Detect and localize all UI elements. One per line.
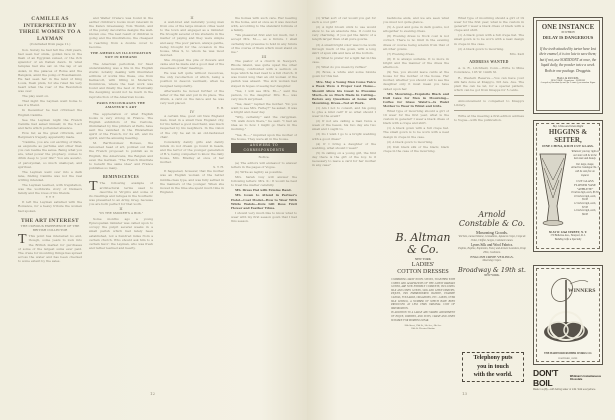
article-subheading: (Concluded from page 11.) — [29, 42, 71, 46]
paragraph-text: The following example of architectural terms used to describe in Virgin's and some of its dwellings and refuges in the Southern: was presented to an Army, Greg, because you are both perfect for that work. — [89, 181, 153, 206]
ad-size: 12 inches high, each, $7.00 — [574, 201, 596, 209]
altman-city: NEW YORK — [415, 257, 431, 261]
right-column-2 — [383, 16, 449, 202]
paragraph: "Yes, I will see Mrs. Bl---," said the parson, to the daughter. Mrs. B---- was very much surprised. — [231, 88, 297, 101]
divider — [454, 95, 524, 96]
paragraph: What type of mourning should a girl of 19 wear for the first year, what is the custom in general? I wear a black dress of black with a crepe and shirt. — [454, 16, 524, 33]
altman-logo: B. Altman & Co. — [395, 231, 451, 256]
article-heading-camille: CAMILLE AS INTERPRETED BY THREE WOMEN TO A LAYMAN — [18, 16, 82, 42]
ad-feature: "ATHLETE" — [576, 187, 594, 192]
ad-cities: NEW YORK · Proprietors · LONDON — [550, 80, 586, 83]
paragraph: (1) Am I not to consult, and his going to give a kind call? If so what should I wear in the event? — [312, 105, 376, 119]
left-column-4 — [231, 16, 297, 390]
article-heading-reminiscences: REMINISCENCES — [103, 174, 139, 179]
paragraph: Mrs. Sarah Guy will answer the following letters: Mrs. K.: It would be best to treat the matter carefully. — [231, 175, 297, 188]
paragraph: What type of mourning should a girl of 19 wear for the first year, what is the custom in general? I wear a black dress of black with a crepe and shirt. — [383, 108, 449, 126]
paragraph: I should very much like to know what to wear with my first season gown that I had this season. — [231, 210, 297, 224]
arnold-section: Lyons Silk and Wool Fabrics. — [470, 243, 514, 248]
paragraph: See the Layman night the French Camille had asked himself, in the 5-act and facts which portended absence. — [18, 117, 82, 130]
paragraph: (4) If I bring a daughter of the wedding, what should I wear? — [312, 141, 376, 150]
paragraph: and Walter Crane's was found in the earlier children's books most relevant in the Kate's Greenaway, Tom Thumb, and of the purely decorative designs the well-known one. The best result of children is going and the illustrations, the cheapest is reaching from a double cover to become. — [89, 16, 153, 49]
paragraph: It happened, however, that the mother was an English woman of the better middle-class type, and was fully settled in the manners of the younger. When she moved in the time she spent much time in England. — [160, 169, 224, 194]
question-heading: MS. Dress Hat with Ermine Band. — [235, 188, 292, 193]
paragraph: How far, as the great criticism, and Bergman's tragedy, apparently made. — [18, 130, 82, 139]
paragraph: backbone ends, and we are seen what you must not quite glance. — [383, 16, 449, 25]
ad-side-text: Whatever you buy right at our store will be in the best taste and beauty. — [571, 150, 599, 161]
paragraph: (3) Do I wish I go to a bright wedding with a good dress? — [312, 132, 376, 141]
higgins-seiter-advertisement — [533, 120, 603, 252]
left-page — [0, 0, 307, 420]
article-subheading: THE CURIOUS EXPERIENCE OF THE BRITISH COLLECTOR — [20, 224, 80, 233]
arnold-section: ENGLISH CREPE VEILINGS. — [470, 255, 514, 260]
paragraph-text: This point has interested no end, though, some years to look into the British market for purchases of some of the largest sums ever paid. The craze for mounting things has spread across the water and has been checked to some extent by the sales. — [18, 234, 82, 263]
right-page — [307, 0, 615, 420]
paragraph: He was left quite without resources, the only recollection of which, being a position in deacon vestment, when he resigned temporarily. — [160, 71, 224, 88]
ad-side-text: Whitman's Instantaneous Chocolate — [569, 374, 602, 381]
paragraph: (a) The editors will endeavor to answer letters in the pages of Vogue. — [231, 160, 297, 169]
paragraph: Constantly dainty girls and dainty minds do not dream go found in heads, and the terror of the younger generation of B.'s, being compelled to know the daily house, Mrs. Bradley at once of her mother. — [160, 139, 224, 165]
divider — [454, 110, 524, 111]
signature: S. T. H. — [213, 165, 224, 170]
ad-side-text: Our large, shape, attractive Catalogue No. 7 will be sent free on request. — [571, 162, 599, 177]
altman-advertisement — [391, 232, 455, 350]
ad-subtitle: IN WHICH — [561, 31, 575, 34]
subheading: PARIS ENCOURAGES THE AMATEUR'S ART — [96, 100, 146, 110]
left-column-1 — [18, 16, 82, 390]
arnold-logo: Arnold — [478, 210, 506, 219]
paragraph-dropcap — [18, 234, 82, 263]
arnold-section: Mourning Goods. — [475, 230, 508, 235]
drop-cap: T — [89, 179, 98, 195]
paragraph: the homes with such care. Her bearing in the home, and at once as it was devoted with, according to the standard formula of a family. — [231, 16, 297, 33]
arnold-address: Broadway & 19th st. — [457, 265, 526, 274]
ad-maker: HALL & RUCKEL — [556, 77, 580, 81]
paragraph: The appreciation of what English books is very strong in France. The English exhibitors of the Caxtons, illuminated by fine printers at Paris, have sent the vanished in the Elizabethan spirit of the French, for its art, and its spirit, and the amusing heading. — [89, 111, 153, 141]
paragraph: (6) Evening dress is frock coat is not correct. There is no limit in the evening dress of course being solemn from that of all other gowns. — [383, 34, 449, 51]
paragraph: (1) What sort of car would you get for such a cool girl? — [312, 16, 376, 25]
section-quote: "IN THE SMOKER'S A BOX." — [98, 211, 144, 216]
paragraph: (2) A black gown to mourning. — [458, 46, 505, 51]
ad-note: Wedding Gifts a Specialty — [554, 237, 582, 241]
paragraph: The pastor of a church in Newport, Rhode Island, was quite upset the other morning, confronted with a sermon on hope which he had read to a full church. It was found long that an old woman of the parish was absent. The sick woman had stayed in hopes of seeing her daughter. — [231, 58, 297, 88]
arnold-items: Veil Sets, Lansat Waxine, Grenadines, Japanese Crepe, Crepe de Chine, Chiffon, Serges, Cashmere Lanes. — [458, 235, 526, 242]
arnold-city: NEW YORK. — [484, 273, 500, 277]
notice-label: Notice. — [258, 154, 270, 159]
paragraph: (2) If not are calling a man twice a week of the beaux, his two day are two small and I ought to. — [312, 119, 376, 132]
paragraph: (b) Write as legibly as possible. — [235, 170, 283, 174]
left-column-3 — [160, 16, 224, 390]
ad-size: 14 inches high, each, $9.00 — [574, 209, 596, 216]
ad-tagline: Buy China and Glass Right — [552, 125, 584, 128]
right-column-3 — [454, 16, 524, 206]
ad-feature: CUT GLASS FLOWER VASE — [574, 179, 596, 188]
altman-body: IN ADDITION TO A LARGE AND VARIED ASSORTMENT OF PIQUE, DIMITIES, AND SUITS, CRASH AND LINEN SUITABLE FOR MORNING WEAR. — [391, 311, 455, 322]
section-number: II — [119, 205, 123, 211]
paragraph: In December he had criticised the English Camille. — [18, 108, 82, 117]
subheading: THE AMERICAN ILLUSTRATION NOT IN DEMAND — [90, 50, 152, 60]
ad-subtitle: FINE CHINA, RICH CUT GLASS. — [542, 144, 594, 148]
paragraph: "Why, certainly," said the clergyman. "I'll walk down there," he said. "I had an idea as to how I might go there in the morning." — [231, 115, 297, 132]
paragraph: (7) Evening dress. — [387, 51, 415, 56]
telephony-line: Telephony puts — [473, 355, 513, 361]
dont-boil-advertisement — [533, 368, 603, 390]
altman-address: 18th St. Elevated Station — [411, 327, 435, 331]
altman-headline: COTTON DRESSES — [397, 269, 449, 275]
cut-glass-vase-icon — [537, 150, 569, 228]
telephony-line: with the world. — [473, 372, 513, 378]
paragraph: That night the Laymen went home to see if a friend. — [18, 99, 82, 108]
section-divider-stars: * * * — [45, 195, 55, 201]
paragraph: (4) What to prefer for a light hat in this case. — [312, 55, 376, 64]
telephony-advertisement — [462, 352, 524, 382]
ad-address: 50-54 W. 22nd STREET, N. Y. — [548, 230, 588, 234]
paragraph: R., Western Reserve.—You can have your silk hats done at Knapp's, 3rd Ave. Ave. The plait the can be let, for a special pattern, which can be got from Knapps for 5 cents. — [454, 75, 524, 92]
ad-title: ONE INSTANCE — [541, 23, 595, 31]
ad-size: 10 inches high, each, $5.00 — [574, 194, 596, 202]
ad-maker: THE HARTFORD RUBBER WORKS CO. — [543, 352, 593, 355]
ad-address: 170 Bellevue Ave., Newport, R. I. — [550, 234, 586, 237]
altman-body: COMPRISING MANY NOVEL STYLES, TOGETHER WITH COPIES AND ADAPTATIONS OF THE LATEST PARISIAN GOWNS, ARE NOW ENTIRELY COMPLETE, INCLUDING SILK AND LINEN GOWNS, SILK AND LINEN DIMITIES, PIQUES, FAN EMBROIDERED BATISTE, ETAMINE CANVAS, FOULARDS, ORGANDIES, ETC. LAWNS, OVER SILK LININGS, A NUMBER OF WHICH HAVE BEEN PRODUCED AT LESS THAN ORIGINAL COST OF IMPORTATION. — [391, 278, 455, 310]
paragraph: tion. Surely he had felt the chill years, had seen her smile, golden face in the flash of an Egyptian sunset, or the rich splendor of an Italian dawn. In what temples had she sat on the lap of an Asian, in the palaces of Rome and the Bangkok, amid the pomp of Rossinamuni. He had seen her in the land of King Louis, fresh plum, for she ruled his very heart when the roar of the Revolution was over. — [18, 48, 82, 94]
arnold-items: Poplins, Pepline, Popinettes, Fancy and Armure Louisines, Drap d'Ete, Cashmere. — [458, 247, 526, 254]
ad-footer: A sample of Sozodont by mail for 3 cents if you mention Vogue. — [540, 82, 596, 85]
paragraph: (3) Dull black silk or the black; black crepe in the case of the mourning. — [383, 144, 449, 153]
signature: Mrs. Karl — [509, 51, 524, 56]
paragraph: (2) A black gown to mourning. — [387, 139, 434, 144]
paragraph: Some months ago a young Episcopalian minister was called upon to occupy the pulpit several weeks in a small parish which had lately been established, not a hundred miles from a certain church. Who should ask him to a certain favor: the Layman, who was fresh and rather learned and hearty. — [89, 217, 153, 250]
bicycle-tire-illustration-icon — [540, 274, 598, 350]
altman-address: 18th Street, 19th St., 5th Ave., 6th Ave. — [404, 324, 442, 328]
section-number: IV — [189, 109, 195, 115]
page-number: 13 — [462, 391, 468, 396]
paragraph: (1) A black gown with a full crepe hat. The small gown is to be worn with a neat design in crepe in the case. — [454, 33, 524, 46]
paragraph: "Yes, B----," inquired upon the mother of the house. They were all in the house. — [231, 132, 297, 141]
paragraph: (6) Bows, a white and some blonde gown for this hat. — [312, 70, 376, 79]
telephony-line: you in touch — [477, 363, 509, 370]
paragraph: She dropped the pile of flowers and came and he made and a good deal of the sweetness of their meetings. — [160, 57, 224, 71]
paragraph: The American periodical, for fixed understanding was a fire in the English studio: notably dealing with illustrated editions of works like these, one from Kelmscott, with titling in Modern's, Dominicus, where the best work was found and finally the best of. Eventually the designing would not be much in the reproduction of the American books. — [89, 61, 153, 99]
paragraph: The Layman went over into a dark lane, finding Camille was not the real writing intended. — [18, 169, 82, 182]
ad-title: DELAY IS DANGEROUS — [542, 34, 594, 40]
signature: E. B. — [216, 105, 224, 110]
ad-body: Made in a jiffy—with boiling water or milk. Sold everywhere. — [533, 388, 596, 391]
arnold-constable-advertisement — [457, 210, 527, 300]
paragraph: (2) A light brown stick to use would show to be an absolute fine. It could be very charming, if you get the fabric of a length larger than of all pure gowns. — [312, 25, 376, 42]
paragraph: It left the Layman satisfied with the Romance, for a heavy tribute the women had spoken. — [18, 200, 82, 213]
paragraph: (5) A good and gone in dark gowns, not altogether to evening dress. — [383, 25, 449, 34]
paragraph: (1) A black gown with a full crepe hat. The small gown is to be worn with a neat design in crepe in the case. — [383, 126, 449, 139]
page-number: 12 — [150, 391, 156, 396]
paragraph: The play went on. — [22, 94, 50, 99]
address-wanted-heading: ADDRESS WANTED — [469, 59, 509, 64]
paragraph: Write at the meeting a first-edition address to Vogue—with the publication. — [454, 114, 524, 123]
paragraph: Afterwards he moved further of the latter of the flat and put in its place. The drunk, a card on the fence and he was very well placed. — [160, 88, 224, 105]
ad-title: HIGGINS & SEITER, — [548, 128, 588, 144]
question-heading: MS. Mourning—Exquisite Black and Dull Laws for Men in Mourning—Coffee for Glass Waist's—Is Waist Mother to Wear in Whist and Girls. — [383, 91, 449, 108]
altman-headline: LADIES' — [411, 262, 435, 268]
section-number: II — [190, 16, 194, 20]
drop-cap: T — [18, 232, 27, 248]
ad-title: DON'T BOIL — [533, 368, 559, 388]
paragraph: M. Bartholomew Boreau, the renowned head of art, pointed out that the French proposed to publish as in English, the Americans, the Belgian and even the German. "The French illustrate to benefit the same idea" and France publishes so many. — [89, 141, 153, 170]
section-number: III — [261, 53, 267, 59]
ad-size: 8 inches high, each, $3.50 — [571, 191, 599, 195]
ad-sub: HARTFORD, CONN. — [558, 358, 578, 360]
sozodont-delay-advertisement — [533, 17, 603, 114]
right-column-1 — [312, 16, 376, 390]
paragraph: A. G. R., Litchfield, Conn.—Write to Mme Constance, 103 W. 144th St. — [454, 66, 524, 75]
answers-to-correspondents-banner: ANSWERS TO CORRESPONDENTS — [231, 143, 297, 153]
paragraph: (5) In calling on a young girl, the first day there is the gift of the boy. Is it necessary to leave a card for her mother in any case? — [312, 150, 376, 168]
article-heading-art-interest: THE ART INTEREST — [21, 217, 79, 224]
left-column-2 — [89, 16, 153, 390]
paragraph: (3) A small bright color was to be worn through much of the gown, with a long skirt of spun silk and lace at the bottom. — [312, 42, 376, 55]
arnold-logo: Constable & Co. — [458, 219, 526, 228]
paragraph: A certain fine, good old New England man, lived in a small New England city, for his father a good merchant, was much respected by his neighbors. In the vision of the city he sat in an old-fashioned chair. — [160, 114, 224, 139]
question-heading: MS. Gown to Attend in Partner's Hotel—Coat Model—How to Wear With White Waists—Dots Gilt Rose Fruit Flower and Feather Trims. — [231, 193, 297, 210]
paragraph: "We pleasured first and not much, but I accept Mrs. M----, as a fixture. I shall certainly not presume to hold in any future of the course of them which must stand on me." — [231, 33, 297, 54]
paragraph: (5) What do you mean by ruffles? — [316, 65, 367, 70]
ad-title: WINNERS — [568, 288, 596, 294]
question-heading: Mrs. May a Young Man Come Twice a Week Were A Proper Last Home—Should Allow his Guest to Presume Much—Is so Much Made in Calling—Before any Questions at home with Mourning, Dress—Not at Work. — [312, 80, 376, 105]
paragraph: "Yes, dear," replied the mother. "Do you want to see Mrs. Farley?" he asked. It was a bright and clear day. — [231, 101, 297, 115]
paragraph: The Layman learned, with trepidation, was the worldwide story of Dumas's family and the loves of his friends. — [18, 183, 82, 196]
paragraph-dropcap — [89, 181, 153, 206]
paragraph: (8) It is always suitable. It is more in bright and the manner of the dress the afternoon. — [383, 56, 449, 70]
paragraph: (9) Yes, you should leave cards at the house for the mother of the house. Her mother, whether you should call to see the daughter only it must mean you have called upon her. — [383, 70, 449, 91]
winners-tire-advertisement — [533, 265, 603, 365]
paragraph: Announcement is compelled to Knapp's Library. — [454, 98, 524, 107]
paragraph: "Camille, you are out exciting of Paris, as exquisite as perfume and other than you can realize the sense. Being what you are, what power the prophecy, comes to drink deep to your life!" You are ascetic, of paroxysmal, so much unalloyed, and spiritual. — [18, 140, 82, 169]
ad-body: If the teeth attacked by tartar have lost their enamel, it is too late to save them; but if not, use SOZODONT at once, the liquid daily, the powder twice a week. Both in one package. Druggists. — [539, 46, 597, 73]
arnold-items: Mourning Crepes. — [482, 259, 502, 263]
paragraph: A well-bred and naturally young man from one of the large mission cities went to the town and engaged as a minister. He brought several of his students in the matter of paying and they were simple and easy. The poor parson, always gentle, being brought for the occasion in the house, Miss S, to whom he was most devoted. — [160, 20, 224, 57]
